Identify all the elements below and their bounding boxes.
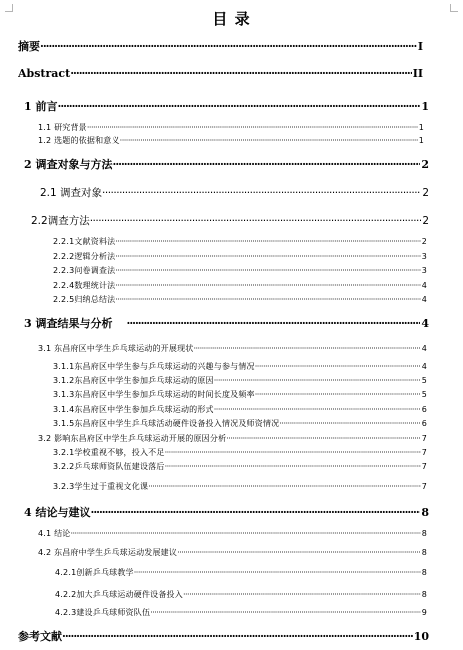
toc-entry-label: 2.1 调查对象 (40, 187, 103, 199)
dot-leader (115, 237, 420, 246)
toc-entry-abstract-cn[interactable] (18, 38, 423, 54)
toc-entry-label: 3.1 东昌府区中学生乒乓球运动的开展现状 (38, 344, 194, 353)
dot-leader (120, 136, 418, 145)
toc-entry-subsection-3-2-2[interactable] (53, 461, 427, 472)
toc-entry-label: 2.2.1文献资料法 (53, 237, 116, 246)
toc-entry-subsection-3-1-2[interactable] (53, 375, 427, 386)
dot-leader (112, 158, 420, 171)
dot-leader (193, 344, 420, 353)
dot-leader (165, 448, 421, 457)
dot-leader (57, 100, 420, 113)
dot-leader (148, 482, 421, 491)
toc-entry-label: 2.2.4数理统计法 (53, 281, 116, 290)
toc-entry-page: 8 (421, 590, 427, 599)
toc-entry-references[interactable] (18, 628, 429, 644)
toc-entry-page: 4 (421, 295, 427, 304)
toc-entry-label: 摘要 (18, 40, 40, 53)
toc-entry-label: 2.2.3问卷调查法 (53, 266, 116, 275)
dot-leader (70, 529, 420, 538)
dot-leader (255, 362, 421, 371)
toc-entry-subsection-3-1-4[interactable] (53, 404, 427, 415)
toc-entry-page: 3 (421, 266, 427, 275)
toc-entry-label: 2.2.2逻辑分析法 (53, 252, 116, 261)
toc-entry-page: 1 (418, 136, 424, 145)
toc-entry-page: 5 (421, 376, 427, 385)
toc-entry-page: 8 (421, 568, 427, 577)
toc-entry-page: 6 (421, 405, 427, 414)
toc-entry-label: 2 调查对象与方法 (24, 158, 113, 171)
dot-leader (115, 295, 420, 304)
toc-entry-label: 4 结论与建议 (24, 506, 91, 519)
toc-entry-page: 10 (413, 630, 429, 643)
toc-entry-page: 9 (421, 608, 427, 617)
toc-entry-abstract-en[interactable] (18, 67, 423, 80)
toc-entry-subsection-4-2-1[interactable] (55, 567, 427, 578)
toc-entry-section-4-1[interactable] (38, 528, 427, 539)
toc-entry-label: Abstract (18, 67, 71, 80)
dot-leader (70, 67, 412, 80)
toc-entry-label: 1.1 研究背景 (38, 123, 87, 132)
dot-leader (115, 281, 420, 290)
toc-entry-label: 3.1.5东昌府区中学生乒乓球活动硬件设备投入情况及师资情况 (53, 419, 280, 428)
toc-entry-subsection-4-2-2[interactable] (55, 589, 427, 600)
toc-entry-page: 6 (421, 419, 427, 428)
dot-leader (214, 376, 421, 385)
dot-leader (226, 434, 420, 443)
toc-entry-page: I (417, 40, 423, 53)
dot-leader (214, 405, 421, 414)
toc-title: 目 录 (212, 10, 251, 28)
toc-entry-section-1-1[interactable] (38, 122, 424, 133)
toc-entry-subsection-3-2-3[interactable] (53, 481, 427, 492)
dot-leader (183, 590, 421, 599)
dot-leader (90, 506, 420, 519)
toc-entry-page: 7 (421, 448, 427, 457)
toc-entry-label: 3.2.3学生过于重视文化课 (53, 482, 149, 491)
dot-leader (150, 608, 421, 617)
toc-entry-label: 3.1.4东昌府区中学生参加乒乓球运动的形式 (53, 405, 214, 414)
toc-entry-page: 3 (421, 252, 427, 261)
toc-entry-subsection-3-1-1[interactable] (53, 361, 427, 372)
toc-entry-subsection-3-2-1[interactable] (53, 447, 427, 458)
toc-entry-label: 2.2.5归纳总结法 (53, 295, 116, 304)
toc-entry-page: II (412, 67, 423, 80)
dot-leader (62, 630, 413, 643)
toc-entry-page: 7 (421, 434, 427, 443)
toc-entry-page: 1 (418, 123, 424, 132)
toc-entry-label: 4.2.3建设乒乓球师资队伍 (55, 608, 151, 617)
toc-entry-label: 4.2.1创新乒乓球教学 (55, 568, 134, 577)
dot-leader (90, 215, 422, 227)
dot-leader (102, 187, 421, 199)
toc-entry-page: 1 (421, 100, 429, 113)
toc-entry-page: 4 (421, 344, 427, 353)
toc-entry-page: 8 (421, 506, 429, 519)
toc-entry-label: 3.2 影响东昌府区中学生乒乓球运动开展的原因分析 (38, 434, 227, 443)
toc-entry-subsection-2-2-1[interactable] (53, 236, 427, 247)
toc-entry-section-2-2[interactable] (31, 213, 429, 228)
toc-entry-subsection-3-1-3[interactable] (53, 389, 427, 400)
toc-entry-page: 4 (421, 281, 427, 290)
toc-entry-page: 5 (421, 390, 427, 399)
toc-entry-page: 4 (421, 317, 429, 330)
dot-leader (165, 462, 421, 471)
dot-leader (134, 568, 421, 577)
dot-leader (115, 266, 420, 275)
toc-entry-label: 4.2.2加大乒乓球运动硬件设备投入 (55, 590, 183, 599)
toc-entry-subsection-2-2-4[interactable] (53, 280, 427, 291)
toc-entry-subsection-2-2-5[interactable] (53, 294, 427, 305)
dot-leader (115, 252, 420, 261)
toc-entry-chapter-2[interactable] (24, 156, 429, 172)
toc-entry-section-3-2[interactable] (38, 433, 427, 444)
toc-entry-page: 7 (421, 482, 427, 491)
toc-entry-label: 1 前言 (24, 100, 58, 113)
toc-entry-page: 7 (421, 462, 427, 471)
toc-entry-subsection-4-2-3[interactable] (55, 607, 427, 618)
toc-entry-page: 8 (421, 548, 427, 557)
toc-entry-page: 2 (422, 215, 429, 227)
dot-leader (279, 419, 420, 428)
toc-entry-label: 4.2 东昌府中学生乒乓球运动发展建议 (38, 548, 178, 557)
toc-entry-label: 1.2 选题的依据和意义 (38, 136, 120, 145)
toc-entry-page: 8 (421, 529, 427, 538)
toc-entry-label: 4.1 结论 (38, 529, 71, 538)
toc-entry-label: 3.1.2东昌府区中学生参加乒乓球运动的原因 (53, 376, 214, 385)
toc-entry-chapter-3[interactable] (24, 315, 429, 331)
dot-leader (87, 123, 418, 132)
toc-entry-section-2-1[interactable] (40, 185, 429, 200)
toc-entry-section-3-1[interactable] (38, 343, 427, 354)
dot-leader (255, 390, 421, 399)
toc-entry-subsection-2-2-2[interactable] (53, 251, 427, 262)
toc-entry-chapter-1[interactable] (24, 98, 429, 114)
toc-entry-section-1-2[interactable] (38, 135, 424, 146)
toc-entry-chapter-4[interactable] (24, 504, 429, 520)
toc-entry-label: 参考文献 (18, 630, 62, 643)
toc-entry-subsection-2-2-3[interactable] (53, 265, 427, 276)
dot-leader (126, 317, 420, 330)
toc-entry-page: 2 (422, 187, 429, 199)
toc-entry-label: 3 调查结果与分析 (24, 317, 113, 330)
toc-entry-page: 2 (421, 158, 429, 171)
toc-entry-subsection-3-1-5[interactable] (53, 418, 427, 429)
toc-entry-label: 3.1.3东昌府区中学生参加乒乓球运动的时间长度及频率 (53, 390, 255, 399)
dot-leader (40, 40, 417, 53)
toc-entry-label: 3.2.2乒乓球师资队伍建设落后 (53, 462, 165, 471)
toc-entry-page: 4 (421, 362, 427, 371)
dot-leader (177, 548, 421, 557)
toc-entry-label: 3.2.1学校重视不够，投入不足 (53, 448, 165, 457)
toc-entry-label: 2.2调查方法 (31, 215, 90, 227)
toc-entry-section-4-2[interactable] (38, 547, 427, 558)
toc-entry-label: 3.1.1东昌府区中学生参与乒乓球运动的兴趣与参与情况 (53, 362, 255, 371)
toc-entry-page: 2 (421, 237, 427, 246)
